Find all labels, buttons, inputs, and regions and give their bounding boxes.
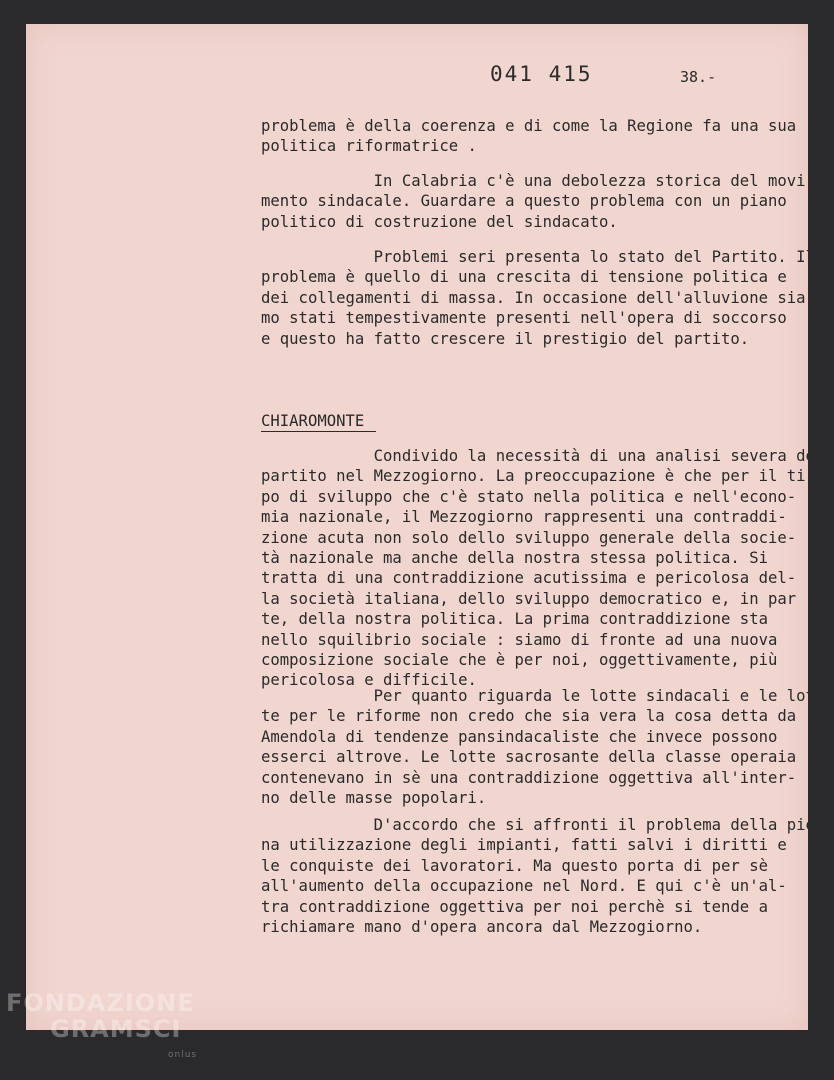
paragraph-2: In Calabria c'è una debolezza storica del movi- mento sindacale. Guardare a questo problema con un piano politico di costruzione del sindacato.	[261, 172, 815, 231]
paragraph-1: problema è della coerenza e di come la Regione fa una sua politica riformatrice .	[261, 117, 797, 156]
paragraph-4: Condivido la necessità di una analisi severa del partito nel Mezzogiorno. La preoccupazione è che per il ti po di sviluppo che c'è stato nella politica e nell'econo- mia nazionale, il Mezzogiorno rappresenti una contraddi- zione acuta non solo dello sviluppo generale della socie- tà nazionale ma anche della nostra stessa politica. Si tratta di una contraddizione acutissima e pericolosa del- la società italiana, dello sviluppo democratico e, in par te, della nostra politica. La prima contraddizione sta nello squilibrio sociale : siamo di fronte ad una nuova composizione sociale che è per noi, oggettivamente, più pericolosa e difficile.	[261, 447, 825, 690]
page-number: 38.-	[680, 68, 717, 86]
speaker-heading: CHIAROMONTE	[261, 412, 376, 432]
paragraph-5: Per quanto riguarda le lotte sindacali e le lot te per le riforme non credo che sia vera la cosa detta da Amendola di tendenze pansindacaliste che invece possono esserci altrove. Le lotte sacrosante della classe operaia contenevano in sè una contraddizione oggettiva all'inter- no delle masse popolari.	[261, 687, 815, 808]
document-number: 041 415	[490, 62, 593, 86]
paragraph-6: D'accordo che si affronti il problema della pie na utilizzazione degli impianti, fatti salvi i diritti e le conquiste dei lavoratori. Ma questo porta di per sè all'aumento della occupazione nel Nord. E qui c'è un'al- tra contraddizione oggettiva per noi perchè si tende a richiamare mano d'opera ancora dal Mezzogiorno.	[261, 816, 815, 937]
watermark-logo: FONDAZIONE GRAMSCI onlus	[6, 989, 198, 1060]
paragraph-3: Problemi seri presenta lo stato del Partito. Il problema è quello di una crescita di tensione politica e dei collegamenti di massa. In occasione dell'alluvione sia mo stati tempestivamente presenti nell'opera di soccorso e questo ha fatto crescere il prestigio del partito.	[261, 248, 815, 348]
